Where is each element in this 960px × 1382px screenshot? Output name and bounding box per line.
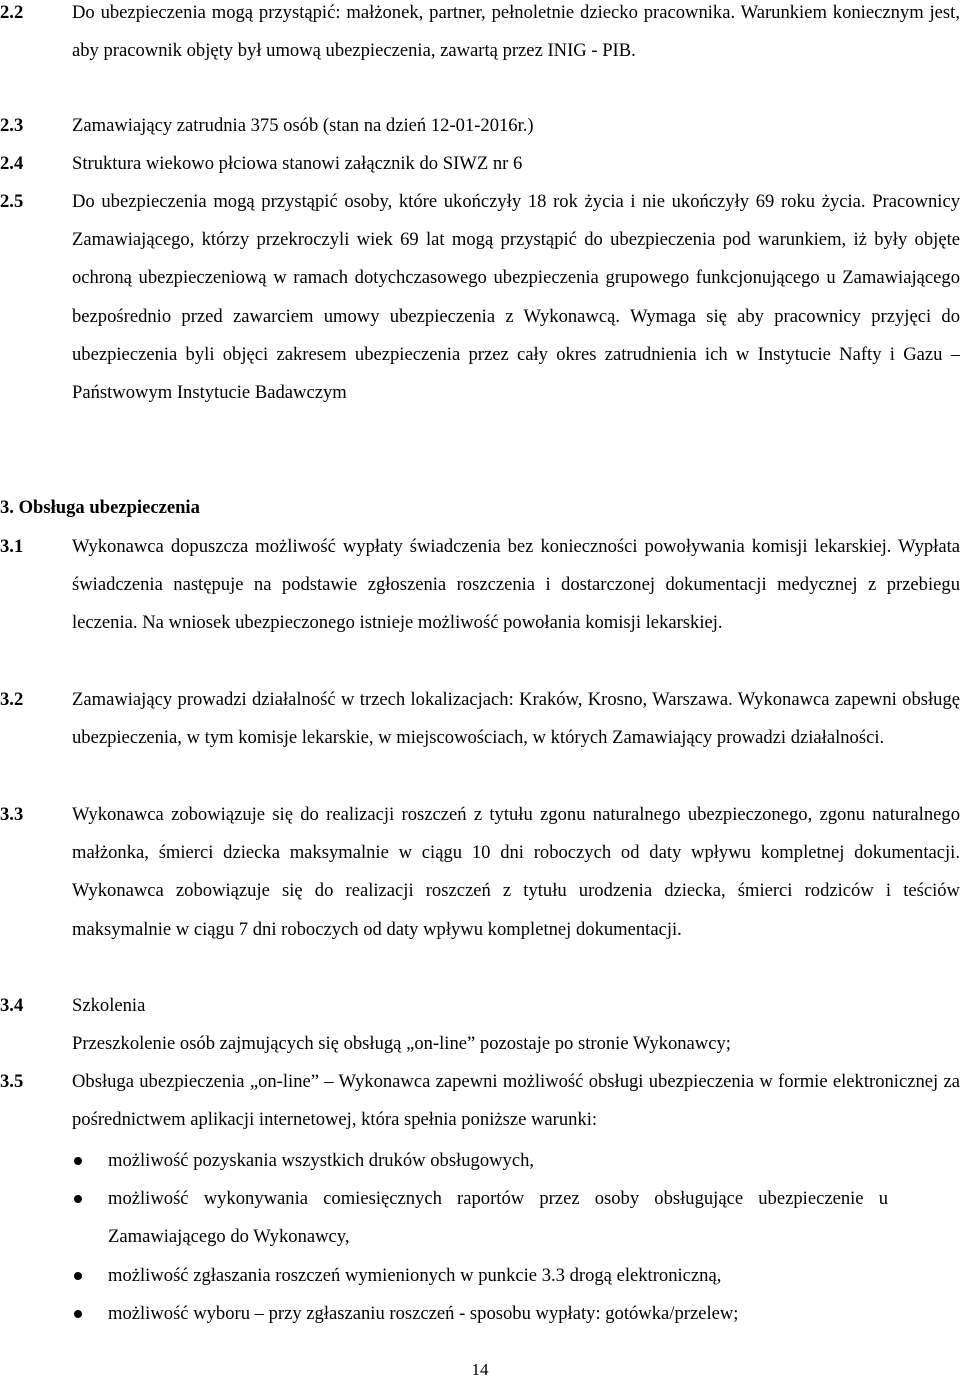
section-text: Obsługa ubezpieczenia „on-line” ‒ Wykonawca zapewni możliwość obsługi ubezpieczenia w formie elektronicznej za pośrednictwem aplikacji internetowej, która spełnia poniższe warunki: xyxy=(72,1071,960,1131)
section-number: 3.5 xyxy=(0,1071,24,1092)
bullet-icon xyxy=(74,1195,82,1203)
section-number: 3.2 xyxy=(0,689,24,710)
list-item xyxy=(0,1180,888,1256)
section-text: Przeszkolenie osób zajmujących się obsługą „on-line” pozostaje po stronie Wykonawcy; xyxy=(72,1033,731,1055)
section-title: Szkolenia xyxy=(72,995,146,1016)
section-3-heading: 3. Obsługa ubezpieczenia xyxy=(0,497,200,518)
section-number: 2.2 xyxy=(0,2,24,23)
bullet-icon xyxy=(74,1272,82,1280)
section-number: 3.3 xyxy=(0,804,24,825)
section-number: 3.1 xyxy=(0,536,24,557)
bullet-icon xyxy=(74,1157,82,1165)
section-number: 2.5 xyxy=(0,191,24,212)
section-2-2 xyxy=(0,0,960,70)
section-2-5 xyxy=(0,183,960,412)
section-text: Do ubezpieczenia mogą przystąpić: małżonek, partner, pełnoletnie dziecko pracownika. Warunkiem koniecznym jest, aby pracownik objęty był umową ubezpieczenia, zawartą przez INIG - PIB. xyxy=(72,2,960,62)
list-item xyxy=(0,1142,888,1180)
bullet-icon xyxy=(74,1310,82,1318)
page-number: 14 xyxy=(471,1360,489,1379)
list-item-text: możliwość zgłaszania roszczeń wymienionych w punkcie 3.3 drogą elektroniczną, xyxy=(108,1264,722,1286)
list-item-text: możliwość pozyskania wszystkich druków obsługowych, xyxy=(108,1150,535,1171)
section-3-5 xyxy=(0,1063,960,1139)
section-text: Wykonawca dopuszcza możliwość wypłaty świadczenia bez konieczności powoływania komisji lekarskiej. Wypłata świadczenia następuje na podstawie zgłoszenia roszczenia i dostarczonej dokumentacji medycznej z przebiegu leczenia. Na wniosek ubezpieczonego istnieje możliwość powołania komisji lekarskiej. xyxy=(72,536,960,634)
list-item-text: możliwość wyboru ‒ przy zgłaszaniu roszczeń - sposobu wypłaty: gotówka/przelew; xyxy=(108,1302,739,1324)
list-item-text: możliwość wykonywania comiesięcznych raportów przez osoby obsługujące ubezpieczenie u Zamawiającego do Wykonawcy, xyxy=(108,1188,888,1248)
section-text: Struktura wiekowo płciowa stanowi załącznik do SIWZ nr 6 xyxy=(72,153,523,174)
section-text: Do ubezpieczenia mogą przystąpić osoby, które ukończyły 18 rok życia i nie ukończyły 69 roku życia. Pracownicy Zamawiającego, którzy przekroczyli wiek 69 lat mogą przystąpić do ubezpieczenia pod warunkiem, iż były objęte ochroną ubezpieczeniową w ramach dotychczasowego ubezpieczenia grupowego funkcjonującego u Zamawiającego bezpośrednio przed zawarciem umowy ubezpieczenia z Wykonawcą. Wymaga się aby pracownicy przyjęci do ubezpieczenia byli objęci zakresem ubezpieczenia przez cały okres zatrudnienia ich w Instytucie Nafty i Gazu ‒ Państwowym Instytucie Badawczym xyxy=(72,191,960,404)
section-3-3 xyxy=(0,796,960,949)
list-item xyxy=(0,1257,888,1295)
section-text: Zamawiający zatrudnia 375 osób (stan na dzień 12-01-2016r.) xyxy=(72,115,534,136)
section-text: Wykonawca zobowiązuje się do realizacji roszczeń z tytułu zgonu naturalnego ubezpieczonego, zgonu naturalnego małżonka, śmierci dziecka maksymalnie w ciągu 10 dni roboczych od daty wpływu kompletnej dokumentacji. Wykonawca zobowiązuje się do realizacji roszczeń z tytułu urodzenia dziecka, śmierci rodziców i teściów maksymalnie w ciągu 7 dni roboczych od daty wpływu kompletnej dokumentacji. xyxy=(72,804,960,940)
section-text: Zamawiający prowadzi działalność w trzech lokalizacjach: Kraków, Krosno, Warszawa. Wykonawca zapewni obsługę ubezpieczenia, w tym komisje lekarskie, w miejscowościach, w których Zamawiający prowadzi działalności. xyxy=(72,689,960,749)
section-number: 2.3 xyxy=(0,115,24,136)
section-2-3 xyxy=(0,107,960,145)
list-item xyxy=(0,1295,888,1333)
section-number: 2.4 xyxy=(0,153,24,174)
conditions-list xyxy=(0,1142,888,1333)
section-3-2 xyxy=(0,681,960,757)
section-3-1 xyxy=(0,528,960,643)
section-number: 3.4 xyxy=(0,995,24,1016)
section-2-4 xyxy=(0,145,960,183)
section-3-4 xyxy=(0,987,960,1063)
